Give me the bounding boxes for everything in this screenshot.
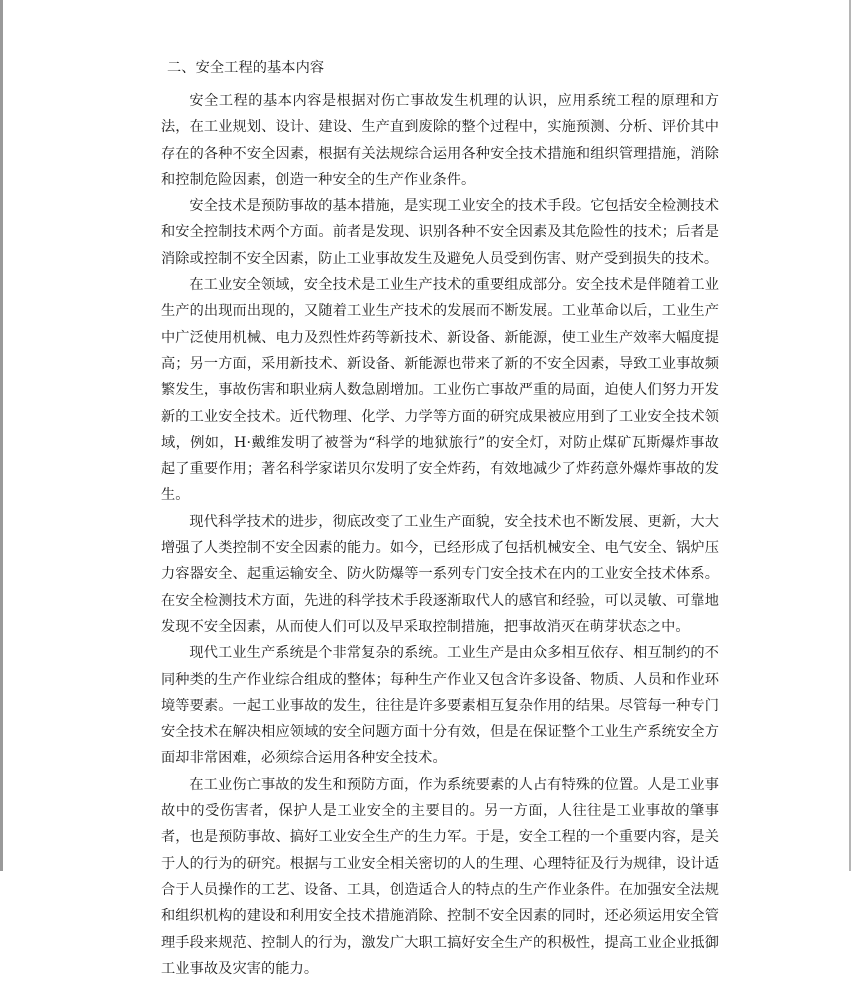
paragraph-5: 现代工业生产系统是个非常复杂的系统。工业生产是由众多相互依存、相互制约的不同种类的生产作业综合组成的整体；每种生产作业又包含许多设备、物质、人员和作业环境等要素。一起工业事故的发生，往往是许多要素相互复杂作用的结果。尽管每一种专门安全技术在解决相应领域的安全问题方面十分有效，但是在保证整个工业生产系统安全方面却非常困难，必须综合运用各种安全技术。 (161, 645, 719, 767)
section-heading: 二、安全工程的基本内容 (167, 60, 325, 76)
document-page (161, 56, 719, 982)
paragraph-2: 安全技术是预防事故的基本措施，是实现工业安全的技术手段。它包括安全检测技术和安全控制技术两个方面。前者是发现、识别各种不安全因素及其危险性的技术；后者是消除或控制不安全因素，防止工业事故发生及避免人员受到伤害、财产受到损失的技术。 (161, 198, 719, 267)
paragraph-1: 安全工程的基本内容是根据对伤亡事故发生机理的认识，应用系统工程的原理和方法，在工业规划、设计、建设、生产直到废除的整个过程中，实施预测、分析、评价其中存在的各种不安全因素，根据有关法规综合运用各种安全技术措施和组织管理措施，消除和控制危险因素，创造一种安全的生产作业条件。 (161, 93, 719, 188)
paragraph-3: 在工业安全领域，安全技术是工业生产技术的重要组成部分。安全技术是伴随着工业生产的出现而出现的，又随着工业生产技术的发展而不断发展。工业革命以后，工业生产中广泛使用机械、电力及烈性炸药等新技术、新设备、新能源，使工业生产效率大幅度提高；另一方面，采用新技术、新设备、新能源也带来了新的不安全因素，导致工业事故频繁发生，事故伤害和职业病人数急剧增加。工业伤亡事故严重的局面，迫使人们努力开发新的工业安全技术。近代物理、化学、力学等方面的研究成果被应用到了工业安全技术领域，例如，H·戴维发明了被誉为“科学的地狱旅行”的安全灯，对防止煤矿瓦斯爆炸事故起了重要作用；著名科学家诺贝尔发明了安全炸药，有效地减少了炸药意外爆炸事故的发生。 (161, 277, 719, 504)
paragraph-4: 现代科学技术的进步，彻底改变了工业生产面貌，安全技术也不断发展、更新，大大增强了人类控制不安全因素的能力。如今，已经形成了包括机械安全、电气安全、锅炉压力容器安全、起重运输安全、防火防爆等一系列专门安全技术在内的工业安全技术体系。在安全检测技术方面，先进的科学技术手段逐渐取代人的感官和经验，可以灵敏、可靠地发现不安全因素，从而使人们可以及早采取控制措施，把事故消灭在萌芽状态之中。 (161, 513, 719, 635)
paragraph-6: 在工业伤亡事故的发生和预防方面，作为系统要素的人占有特殊的位置。人是工业事故中的受伤害者，保护人是工业安全的主要目的。另一方面，人往往是工业事故的肇事者，也是预防事故、搞好工业安全生产的生力军。于是，安全工程的一个重要内容，是关于人的行为的研究。根据与工业安全相关密切的人的生理、心理特征及行为规律，设计适合于人员操作的工艺、设备、工具，创造适合人的特点的生产作业条件。在加强安全法规和组织机构的建设和利用安全技术措施消除、控制不安全因素的同时，还必须运用安全管理手段来规范、控制人的行为，激发广大职工搞好安全生产的积极性，提高工业企业抵御工业事故及灾害的能力。 (161, 776, 719, 977)
